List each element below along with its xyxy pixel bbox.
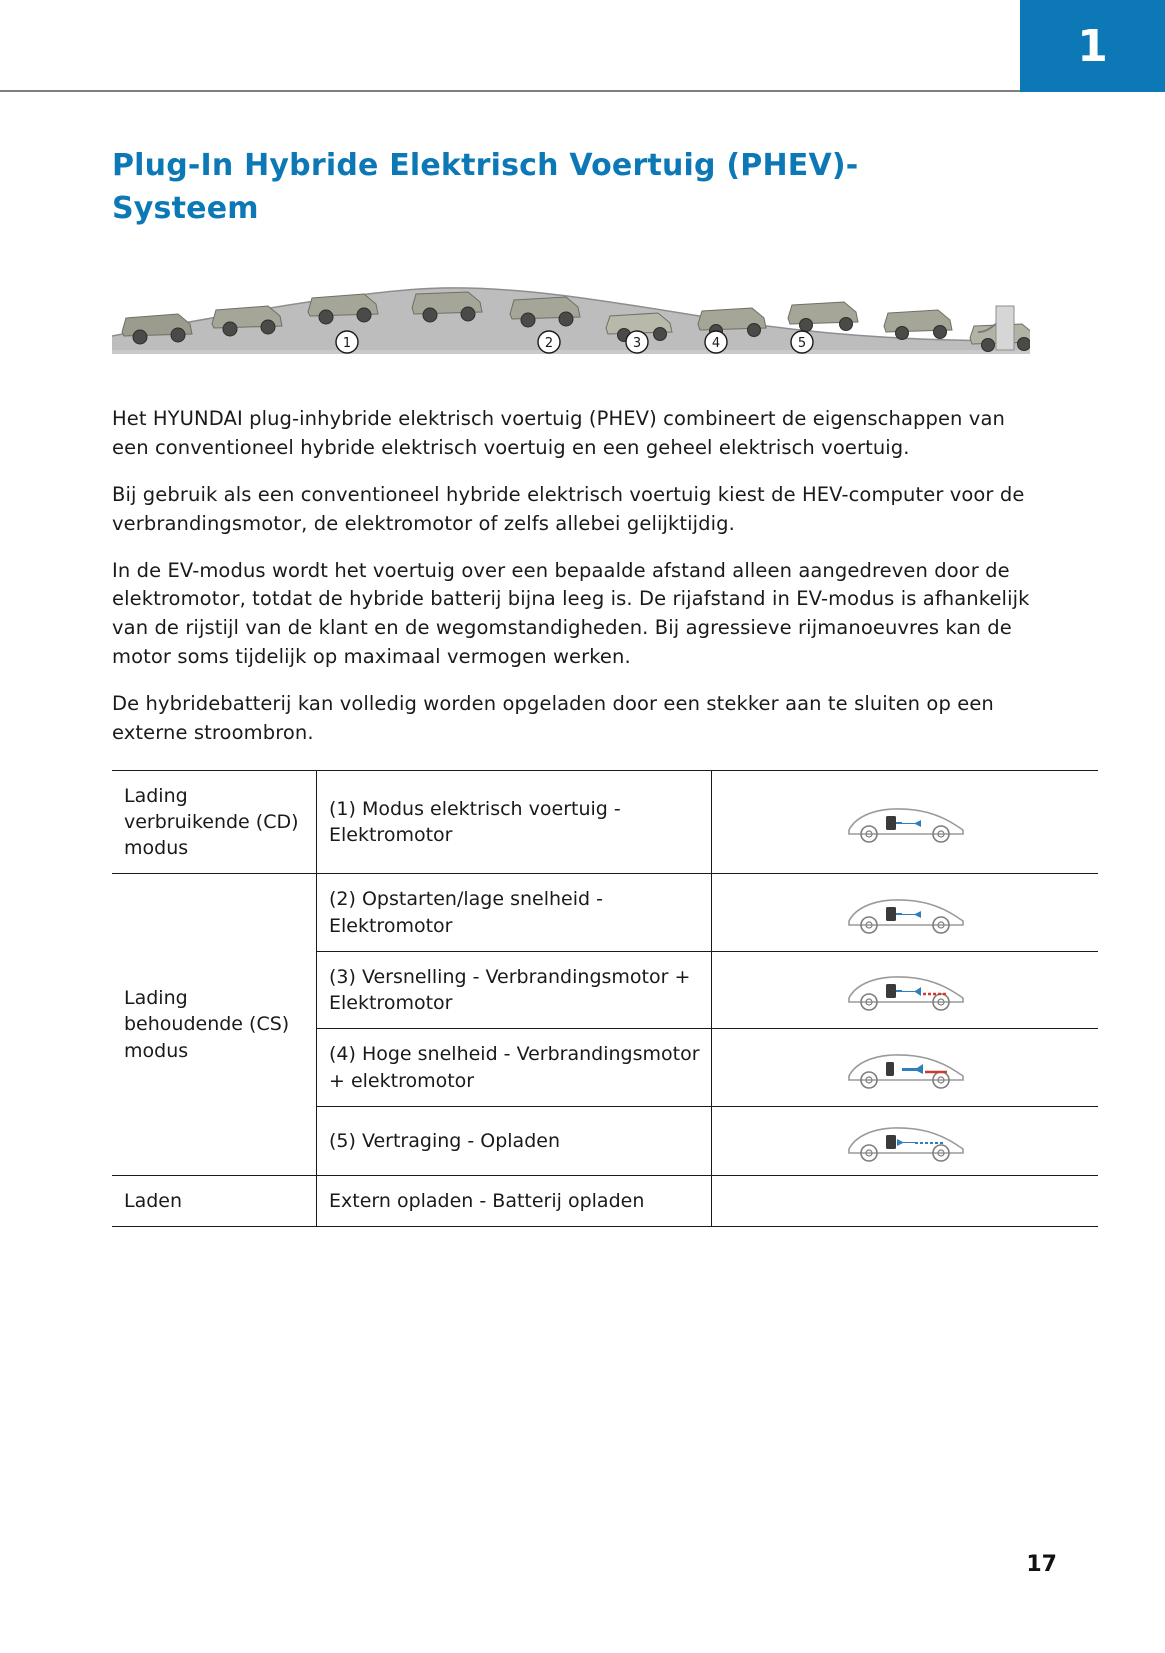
table-row (112, 874, 1098, 951)
page-title: Plug-In Hybride Elektrisch Voertuig (PHEV)-Systeem (112, 148, 859, 226)
table-cell-icon (712, 951, 1099, 1028)
svg-text:3: 3 (632, 336, 642, 352)
car-startup-icon (724, 891, 1088, 935)
table-cell-icon (712, 770, 1099, 874)
chapter-number: 1 (1077, 20, 1108, 72)
svg-text:2: 2 (544, 336, 554, 352)
paragraph-3: In de EV-modus wordt het voertuig over een bepaalde afstand alleen aangedreven door de elektromotor, totdat de hybride batterij bijna leeg is. De rijafstand in EV-modus is afhankelijk van de rijstijl van de klant en de wegomstandigheden. Bij agressieve rijmanoeuvres kan de motor soms tijdelijk op maximaal vermogen werken. (112, 558, 1030, 669)
svg-text:4: 4 (711, 336, 721, 352)
car-high-speed-icon (724, 1046, 1088, 1090)
table-cell-phase: Lading verbruikende (CD) modus (112, 770, 317, 874)
car-deceleration-icon (724, 1119, 1088, 1163)
table-cell-description: (4) Hoge snelheid - Verbrandingsmotor + elektromotor (317, 1029, 712, 1106)
table-cell-description: (2) Opstarten/lage snelheid - Elektromotor (317, 874, 712, 951)
phev-driving-phases-illustration (112, 280, 1030, 375)
table-cell-phase: Laden (112, 1175, 317, 1226)
page-content (112, 0, 1030, 1227)
table-cell-description: Extern opladen - Batterij opladen (317, 1175, 712, 1226)
table-cell-icon (712, 1106, 1099, 1175)
car-acceleration-icon (724, 968, 1088, 1012)
body-text (112, 405, 1030, 748)
car-ev-mode-icon (724, 800, 1088, 844)
table-row (112, 1175, 1098, 1226)
table-cell-phase: Lading behoudende (CS) modus (112, 874, 317, 1175)
chapter-number-tab (1020, 0, 1165, 92)
table-row (112, 770, 1098, 874)
table-cell-icon (712, 1175, 1099, 1226)
table-cell-description: (5) Vertraging - Opladen (317, 1106, 712, 1175)
svg-text:1: 1 (342, 336, 352, 352)
svg-text:5: 5 (797, 336, 807, 352)
table-cell-icon (712, 1029, 1099, 1106)
paragraph-1: Het HYUNDAI plug-inhybride elektrisch voertuig (PHEV) combineert de eigenschappen van een conventioneel hybride elektrisch voertuig en een geheel elektrisch voertuig. (112, 407, 1005, 460)
paragraph-2: Bij gebruik als een conventioneel hybride elektrisch voertuig kiest de HEV-computer voor de verbrandingsmotor, de elektromotor of zelfs allebei gelijktijdig. (112, 482, 1025, 535)
table-cell-description: (3) Versnelling - Verbrandingsmotor + Elektromotor (317, 951, 712, 1028)
paragraph-4: De hybridebatterij kan volledig worden opgeladen door een stekker aan te sluiten op een externe stroombron. (112, 692, 994, 744)
table-cell-icon (712, 874, 1099, 951)
table-cell-description: (1) Modus elektrisch voertuig - Elektromotor (317, 770, 712, 874)
page-number: 17 (1026, 1552, 1057, 1577)
driving-modes-table (112, 770, 1098, 1227)
